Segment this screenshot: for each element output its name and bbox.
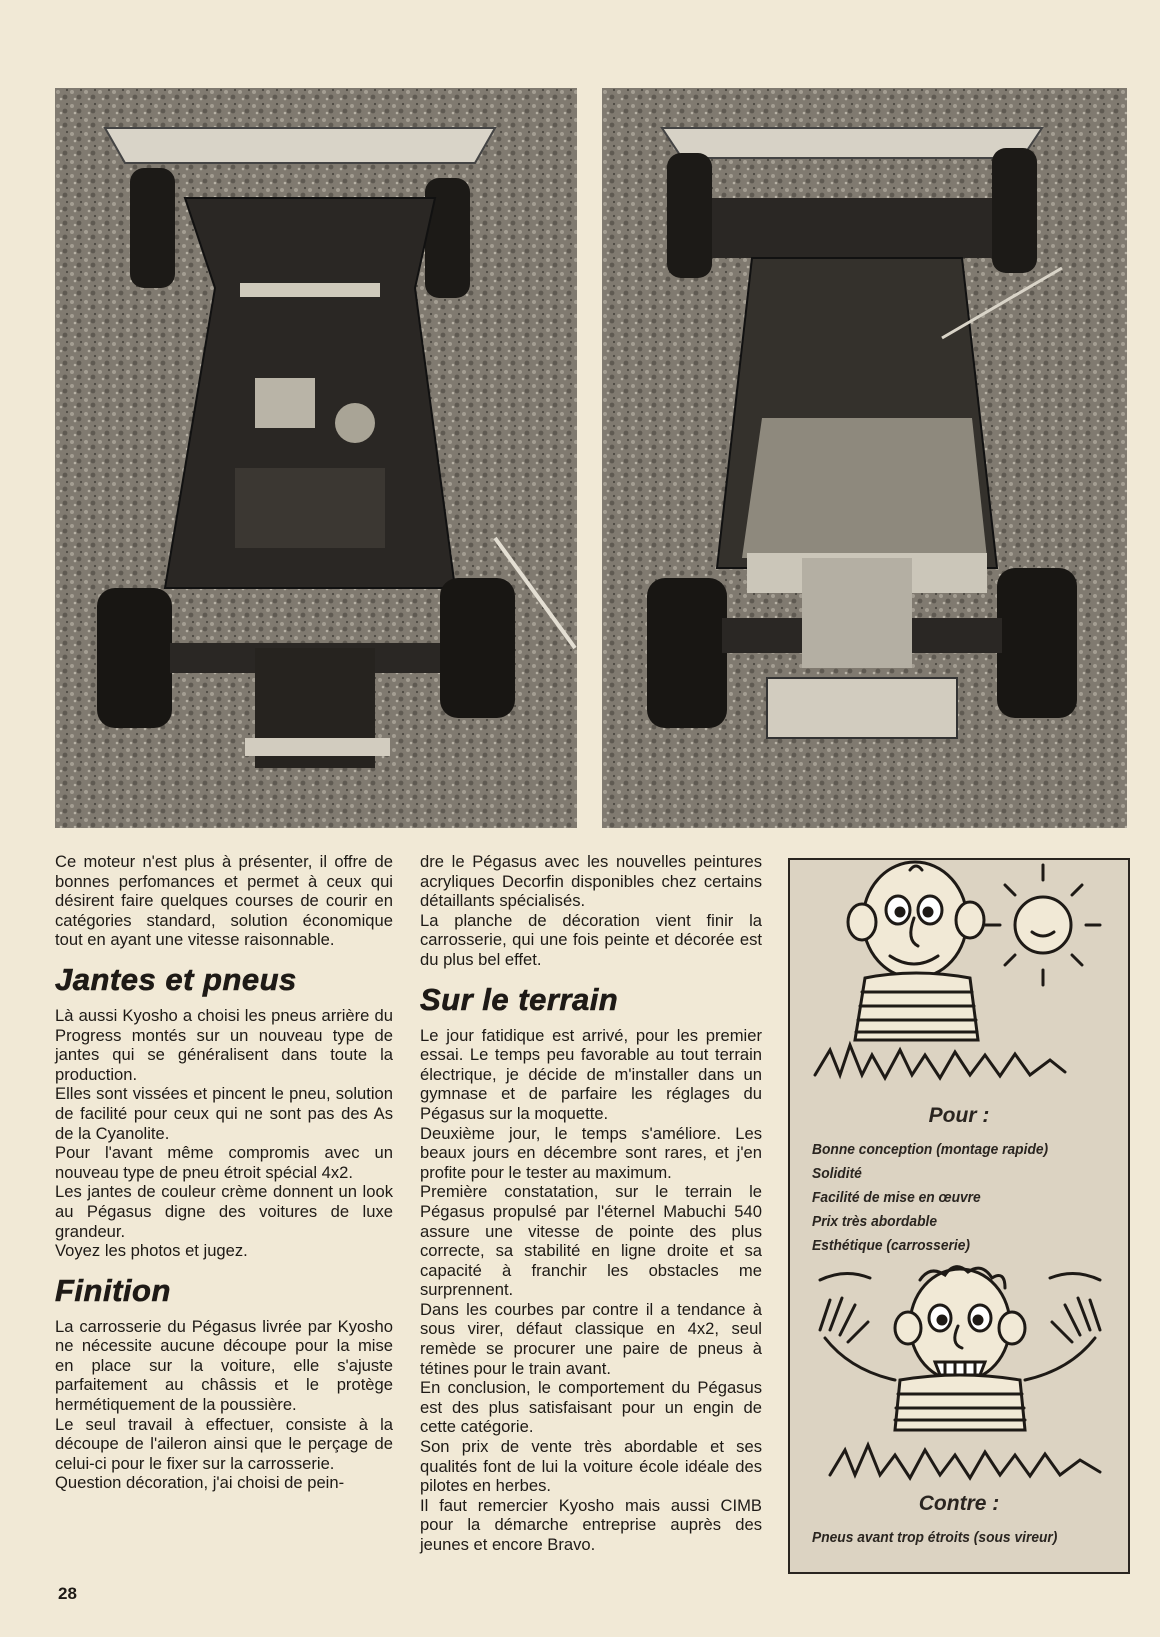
contre-item: Pneus avant trop étroits (sous vireur)	[812, 1529, 1058, 1546]
article-column-1	[55, 852, 393, 1493]
heading-jantes-et-pneus: Jantes et pneus	[55, 961, 297, 997]
continuation-paragraph-1: dre le Pégasus avec les nouvelles peintures acryliques Decorfin disponibles chez certains détaillants spécialisés.	[420, 852, 762, 911]
heading-finition: Finition	[55, 1272, 171, 1308]
jantes-paragraph-3: Pour l'avant même compromis avec un nouveau type de pneu étroit spécial 4x2.	[55, 1143, 393, 1182]
article-column-2	[420, 852, 762, 1555]
finition-paragraph-3: Question décoration, j'ai choisi de pein-	[55, 1473, 345, 1493]
pour-item: Prix très abordable	[812, 1213, 938, 1230]
terrain-paragraph-4: Dans les courbes par contre il a tendance à sous virer, défaut classique en 4x2, seul remède se procurer une paire de pneus à tétines pour le train avant.	[420, 1299, 762, 1378]
intro-paragraph: Ce moteur n'est plus à présenter, il offre de bonnes perfomances et permet à ceux qui désirent faire quelques courses de courir en catégories standard, solution économique tout en ayant une vitesse raisonnable.	[55, 852, 393, 950]
terrain-paragraph-7: Il faut remercier Kyosho mais aussi CIMB pour la démarche entreprise auprès des jeunes et encore Bravo.	[420, 1495, 762, 1554]
pour-contre-box	[788, 858, 1130, 1574]
pour-item: Esthétique (carrosserie)	[812, 1237, 970, 1254]
finition-paragraph-2: Le seul travail à effectuer, consiste à la découpe de l'aileron ainsi que le perçage de celui-ci pour le fixer sur la carrosserie.	[55, 1414, 393, 1473]
jantes-paragraph-2: Elles sont vissées et pincent le pneu, solution de facilité pour ceux qui ne sont pas des As de la Cyanolite.	[55, 1084, 393, 1143]
rc-buggy-underside-image	[602, 88, 1127, 828]
contre-list	[812, 1526, 1088, 1550]
contre-title: Contre :	[918, 1492, 1000, 1515]
terrain-paragraph-2: Deuxième jour, le temps s'améliore. Les beaux jours en décembre sont rares, et j'en profite pour le tester au maximum.	[420, 1123, 762, 1182]
pour-item: Facilité de mise en œuvre	[812, 1189, 981, 1206]
photo-chassis-top	[55, 88, 577, 828]
terrain-paragraph-1: Le jour fatidique est arrivé, pour les premier essai. Le temps peu favorable au tout terrain électrique, je décide de m'installer dans un gymnase et de parfaire les réglages du Pégasus sur la moquette.	[420, 1025, 762, 1123]
jantes-paragraph-1: Là aussi Kyosho a choisi les pneus arrière du Progress montés sur un nouveau type de jantes qui se généralisent dans toute la production.	[55, 1005, 393, 1084]
pour-list	[812, 1138, 1088, 1258]
unhappy-cartoon-icon	[800, 1260, 1120, 1485]
finition-paragraph-1: La carrosserie du Pégasus livrée par Kyosho ne nécessite aucune découpe pour la mise en place sur la voiture, elle s'ajuste parfaitement au châssis et le protège hermétiquement de la poussière.	[55, 1316, 393, 1415]
happy-cartoon-icon	[810, 860, 1110, 1090]
continuation-paragraph-2: La planche de décoration vient finir la carrosserie, qui une fois peinte et décorée est du plus bel effet.	[420, 910, 762, 969]
jantes-paragraph-5: Voyez les photos et jugez.	[55, 1241, 248, 1261]
pour-item: Bonne conception (montage rapide)	[812, 1141, 1049, 1158]
terrain-paragraph-3: Première constatation, sur le terrain le Pégasus propulsé par l'éternel Mabuchi 540 assure une vitesse de pointe des plus correcte, sa stabilité en ligne droite et sa capacité à franchir les obstacles me surprennent.	[420, 1182, 762, 1300]
jantes-paragraph-4: Les jantes de couleur crème donnent un look au Pégasus digne des voitures de luxe grandeur.	[55, 1182, 393, 1241]
page-number: 28	[58, 1584, 77, 1603]
terrain-paragraph-5: En conclusion, le comportement du Pégasus est des plus satisfaisant pour un engin de cette catégorie.	[420, 1378, 762, 1437]
heading-sur-le-terrain: Sur le terrain	[420, 981, 619, 1017]
terrain-paragraph-6: Son prix de vente très abordable et ses qualités font de lui la voiture école idéale des pilotes en herbes.	[420, 1437, 762, 1496]
pour-item: Solidité	[812, 1165, 862, 1182]
rc-buggy-top-image	[55, 88, 577, 828]
photo-chassis-underside	[602, 88, 1127, 828]
pour-title: Pour :	[928, 1104, 990, 1127]
